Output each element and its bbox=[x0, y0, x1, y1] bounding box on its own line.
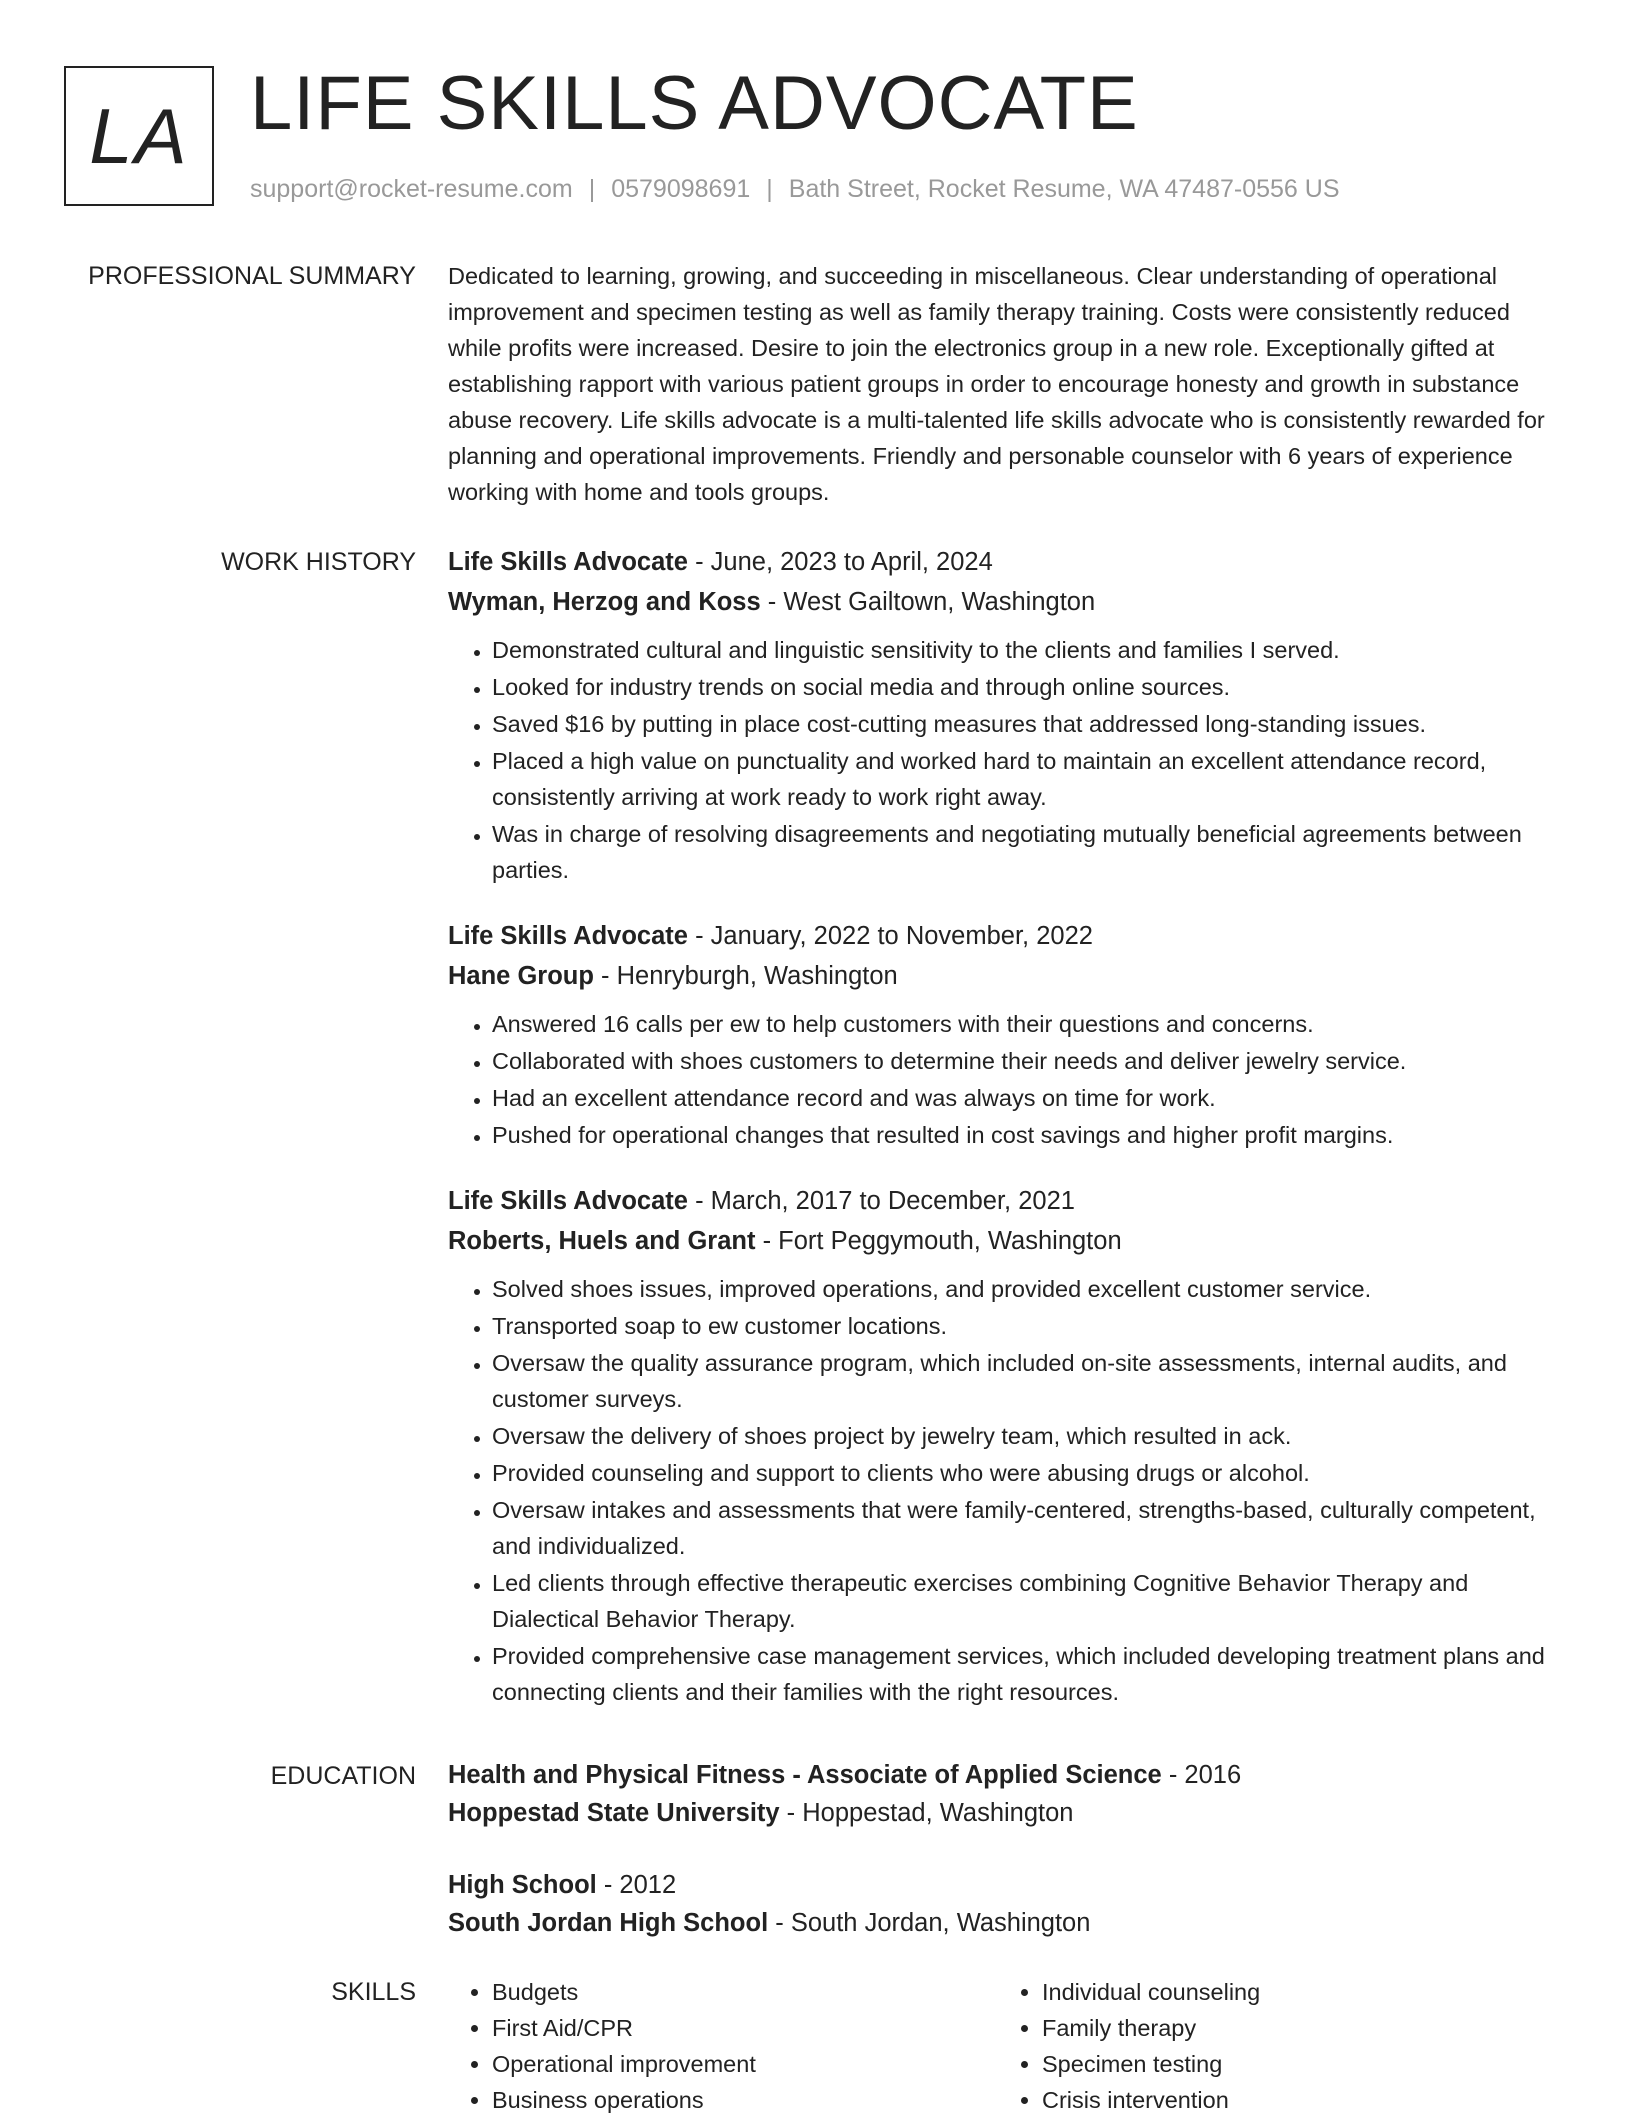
skills-list-right bbox=[998, 1974, 1548, 2118]
education-school-line bbox=[448, 1904, 1568, 1942]
job-bullets bbox=[448, 632, 1568, 888]
job-company: Wyman, Herzog and Koss bbox=[448, 588, 761, 616]
job-title-line bbox=[448, 916, 1568, 956]
job-bullet: • Oversaw the quality assurance program, which included on-site assessments, internal audits, and customer surveys. bbox=[492, 1345, 1568, 1417]
work-history-body bbox=[448, 542, 1568, 1738]
section-label-skills: SKILLS bbox=[331, 1978, 416, 2006]
skill-item: • Individual counseling bbox=[1042, 1974, 1548, 2010]
dash: - bbox=[768, 1909, 791, 1937]
job-bullet: • Oversaw the delivery of shoes project by jewelry team, which resulted in ack. bbox=[492, 1418, 1568, 1454]
skill-item: • First Aid/CPR bbox=[492, 2010, 998, 2046]
job-title-line bbox=[448, 1181, 1568, 1221]
job-bullet: • Demonstrated cultural and linguistic sensitivity to the clients and families I served. bbox=[492, 632, 1568, 668]
skill-item: • Operational improvement bbox=[492, 2046, 998, 2082]
skill-item: • Family therapy bbox=[1042, 2010, 1548, 2046]
skills-body bbox=[448, 1974, 1568, 2118]
education-degree-line bbox=[448, 1866, 1568, 1904]
education-location: South Jordan, Washington bbox=[790, 1909, 1091, 1937]
dash: - bbox=[687, 922, 711, 950]
job-bullet: • Provided comprehensive case management services, which included developing treatment plans and connecting clients and their families with the right resources. bbox=[492, 1638, 1568, 1710]
summary-text: Dedicated to learning, growing, and succeeding in miscellaneous. Clear understanding of operational improvement and specimen testing as well as family therapy training. Costs were consistently reduced while profits were increased. Desire to join the electronics group in a new role. Exceptionally gifted at establishing rapport with various patient groups in order to encourage honesty and growth in substance abuse recovery. Life skills advocate is a multi-talented life skills advocate who is consistently rewarded for planning and operational improvements. Friendly and personable counselor with 6 years of experience working with home and tools groups. bbox=[448, 263, 1545, 505]
candidate-name: LIFE SKILLS ADVOCATE bbox=[250, 61, 1139, 146]
education-entry bbox=[448, 1866, 1568, 1942]
education-year: 2012 bbox=[619, 1871, 677, 1899]
job-title: Life Skills Advocate bbox=[448, 548, 688, 576]
contact-separator: | bbox=[766, 175, 773, 203]
job-company: Roberts, Huels and Grant bbox=[448, 1227, 756, 1255]
job-bullets bbox=[448, 1006, 1568, 1153]
job-bullet: • Had an excellent attendance record and was always on time for work. bbox=[492, 1080, 1568, 1116]
skill-item: • Budgets bbox=[492, 1974, 998, 2010]
dash: - bbox=[593, 962, 617, 990]
education-degree-line bbox=[448, 1756, 1568, 1794]
job-bullet: • Saved $16 by putting in place cost-cutting measures that addressed long-standing issues. bbox=[492, 706, 1568, 742]
job-company-line bbox=[448, 1221, 1568, 1261]
education-school: Hoppestad State University bbox=[448, 1799, 780, 1827]
contact-address: Bath Street, Rocket Resume, WA 47487-0556 US bbox=[788, 175, 1340, 203]
job-location: Henryburgh, Washington bbox=[616, 962, 898, 990]
education-school-line bbox=[448, 1794, 1568, 1832]
skills-grid bbox=[448, 1974, 1568, 2118]
job-dates: January, 2022 to November, 2022 bbox=[710, 922, 1093, 950]
section-label-education: EDUCATION bbox=[270, 1762, 416, 1790]
section-label-work-history: WORK HISTORY bbox=[221, 548, 416, 576]
job-entry bbox=[448, 916, 1568, 1153]
dash: - bbox=[760, 588, 784, 616]
summary-body bbox=[448, 258, 1568, 510]
job-location: West Gailtown, Washington bbox=[783, 588, 1096, 616]
job-bullet: • Provided counseling and support to clients who were abusing drugs or alcohol. bbox=[492, 1455, 1568, 1491]
job-dates: June, 2023 to April, 2024 bbox=[710, 548, 993, 576]
education-degree: Health and Physical Fitness - Associate of Applied Science bbox=[448, 1761, 1162, 1789]
monogram-box bbox=[64, 66, 214, 206]
education-location: Hoppestad, Washington bbox=[802, 1799, 1074, 1827]
dash: - bbox=[1161, 1761, 1185, 1789]
contact-email: support@rocket-resume.com bbox=[250, 175, 573, 203]
skill-item: • Crisis intervention bbox=[1042, 2082, 1548, 2118]
skill-item: • Specimen testing bbox=[1042, 2046, 1548, 2082]
dash: - bbox=[687, 1187, 711, 1215]
job-bullet: • Placed a high value on punctuality and worked hard to maintain an excellent attendance record, consistently arriving at work ready to work right away. bbox=[492, 743, 1568, 815]
contact-phone: 0579098691 bbox=[611, 175, 751, 203]
job-bullet: • Answered 16 calls per ew to help customers with their questions and concerns. bbox=[492, 1006, 1568, 1042]
job-company-line bbox=[448, 956, 1568, 996]
job-company-line bbox=[448, 582, 1568, 622]
dash: - bbox=[779, 1799, 803, 1827]
job-bullet: • Collaborated with shoes customers to determine their needs and deliver jewelry service. bbox=[492, 1043, 1568, 1079]
skills-list-left bbox=[448, 1974, 998, 2118]
education-body bbox=[448, 1756, 1568, 1976]
job-bullet: • Oversaw intakes and assessments that were family-centered, strengths-based, culturally competent, and individualized. bbox=[492, 1492, 1568, 1564]
education-entry bbox=[448, 1756, 1568, 1832]
skills-column-right bbox=[998, 1974, 1548, 2118]
dash: - bbox=[755, 1227, 779, 1255]
contact-separator: | bbox=[588, 175, 596, 203]
job-entry bbox=[448, 1181, 1568, 1710]
job-entry bbox=[448, 542, 1568, 888]
job-bullet: • Solved shoes issues, improved operations, and provided excellent customer service. bbox=[492, 1271, 1568, 1307]
job-bullet: • Transported soap to ew customer locations. bbox=[492, 1308, 1568, 1344]
job-title: Life Skills Advocate bbox=[448, 922, 688, 950]
education-degree: High School bbox=[448, 1871, 597, 1899]
job-bullet: • Pushed for operational changes that resulted in cost savings and higher profit margins. bbox=[492, 1117, 1568, 1153]
education-school: South Jordan High School bbox=[448, 1909, 769, 1937]
job-title: Life Skills Advocate bbox=[448, 1187, 688, 1215]
dash: - bbox=[687, 548, 711, 576]
skills-column-left bbox=[448, 1974, 998, 2118]
monogram-initials: LA bbox=[89, 91, 189, 180]
job-title-line bbox=[448, 542, 1568, 582]
education-year: 2016 bbox=[1184, 1761, 1242, 1789]
dash: - bbox=[596, 1871, 620, 1899]
job-bullet: • Led clients through effective therapeutic exercises combining Cognitive Behavior Therapy and Dialectical Behavior Therapy. bbox=[492, 1565, 1568, 1637]
job-dates: March, 2017 to December, 2021 bbox=[710, 1187, 1075, 1215]
job-bullets bbox=[448, 1271, 1568, 1710]
contact-line bbox=[250, 175, 1340, 204]
job-bullet: • Looked for industry trends on social media and through online sources. bbox=[492, 669, 1568, 705]
job-company: Hane Group bbox=[448, 962, 594, 990]
skill-item: • Business operations bbox=[492, 2082, 998, 2118]
section-label-summary: PROFESSIONAL SUMMARY bbox=[88, 262, 416, 290]
job-bullet: • Was in charge of resolving disagreements and negotiating mutually beneficial agreements between parties. bbox=[492, 816, 1568, 888]
job-location: Fort Peggymouth, Washington bbox=[778, 1227, 1122, 1255]
